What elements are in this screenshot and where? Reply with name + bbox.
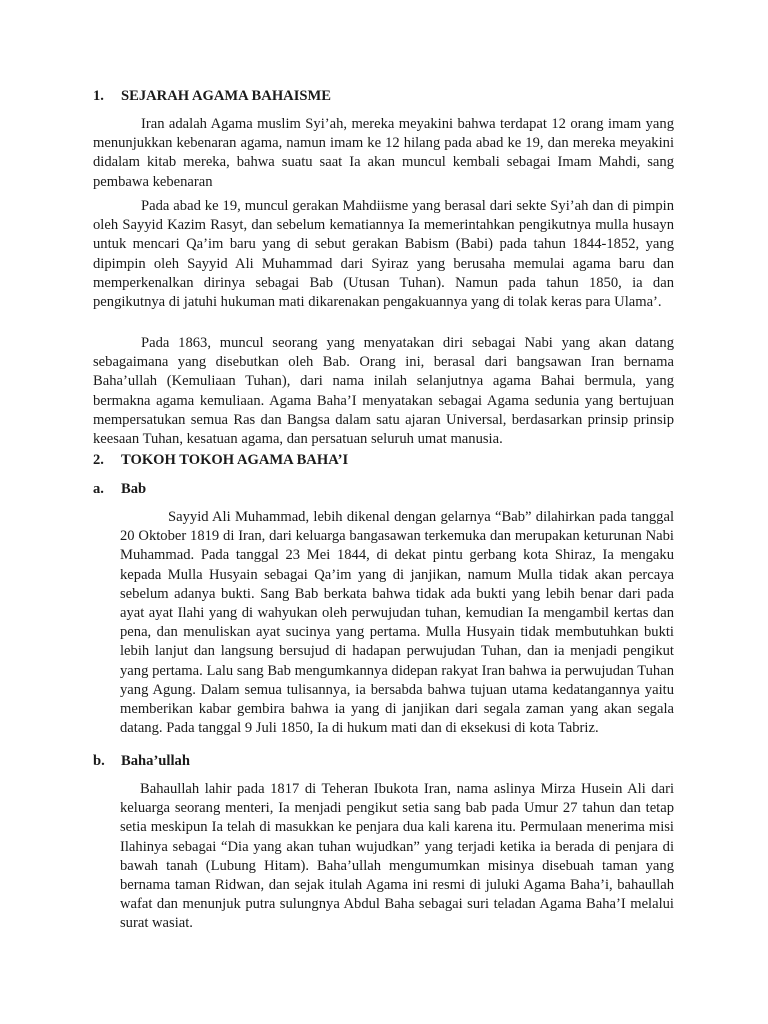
section-1-heading	[93, 88, 331, 105]
subsection-b-heading	[93, 753, 190, 770]
section-title: TOKOH TOKOH AGAMA BAHA’I	[121, 452, 349, 468]
paragraph: Pada 1863, muncul seorang yang menyatakan diri sebagai Nabi yang akan datang sebagaimana yang disebutkan oleh Bab. Orang ini, berasal dari bangsawan Iran bernama Baha’ullah (Kemuliaan Tuhan), dari nama inilah selanjutnya agama Bahai bermula, yang bermakna agama kemuliaan. Agama Baha’I menyatakan sebagai Agama sedunia yang bertujuan mempersatukan semua Ras dan Bangsa dalam satu ajaran Universal, berdasarkan prinsip prinsip keesaan Tuhan, kesatuan agama, dan persatuan seluruh umat manusia.	[93, 335, 674, 448]
section-number: 2.	[93, 452, 104, 468]
section-title: SEJARAH AGAMA BAHAISME	[121, 88, 332, 104]
subsection-title: Baha’ullah	[121, 753, 190, 769]
subsection-number: b.	[93, 753, 105, 769]
paragraph: Pada abad ke 19, muncul gerakan Mahdiisme yang berasal dari sekte Syi’ah dan di pimpin oleh Sayyid Kazim Rasyt, dan sebelum kematiannya Ia memerintahkan pengikutnya mulla husayn untuk mencari Qa’im baru yang di sebut gerakan Babism (Babi) pada tahun 1844-1852, yang dipimpin oleh Sayyid Ali Muhammad dari Syiraz yang berusaha memulai agama baru dan memperkenalkan dirinya sebagai Bab (Utusan Tuhan). Namun pada tahun 1850, ia dan pengikutnya di jatuhi hukuman mati dikarenakan pengakuannya yang di tolak keras para Ulama’.	[93, 198, 674, 311]
section-number: 1.	[93, 88, 104, 104]
subsection-a-heading	[93, 481, 146, 498]
paragraph: Bahaullah lahir pada 1817 di Teheran Ibukota Iran, nama aslinya Mirza Husein Ali dari keluarga seorang menteri, Ia menjadi pengikut setia sang bab pada Umur 27 tahun dan tetap setia meskipun Ia telah di masukkan ke penjara dua kali karena itu. Permulaan menerima misi Ilahinya sebagai “Dia yang akan tuhan wujudkan” yang terjadi ketika ia berada di penjara di bawah tanah (Lubung Hitam). Baha’ullah mengumumkan misinya disebuah taman yang bernama taman Ridwan, dan sejak itulah Agama ini resmi di juluki Agama Baha’i, bahaullah wafat dan menunjuk putra sulungnya Abdul Baha sebagai suri teladan Agama Baha’I melalui surat wasiat.	[120, 781, 674, 932]
subsection-title: Bab	[121, 481, 147, 497]
paragraph: Iran adalah Agama muslim Syi’ah, mereka meyakini bahwa terdapat 12 orang imam yang menunjukkan kebenaran agama, namun imam ke 12 hilang pada abad ke 19, dan mereka meyakini didalam kitab mereka, bahwa suatu saat Ia akan muncul kembali sebagai Imam Mahdi, sang pembawa kebenaran	[93, 116, 674, 190]
paragraph: Sayyid Ali Muhammad, lebih dikenal dengan gelarnya “Bab” dilahirkan pada tanggal 20 Oktober 1819 di Iran, dari keluarga bangasawan terkemuka dan merupakan keturunan Nabi Muhammad. Pada tanggal 23 Mei 1844, di dekat pintu gerbang kota Shiraz, Ia mengaku kepada Mulla Husyain sebagai Qa’im yang di janjikan, namum Mulla tidak akan percaya sebelum adanya bukti. Sang Bab berkata bahwa tidak ada bukti yang lebih benar dari pada ayat ayat Ilahi yang di wahyukan oleh perwujudan tuhan, kemudian Ia mengambil kertas dan pena, dan menuliskan ayat sucinya yang pertama. Mulla Husyain tidak membutuhkan bukti lebih lanjut dan langsung bersujud di hadapan perwujudan Tuhan, dan ia menjadi pengikut yang pertama. Lalu sang Bab mengumkannya didepan rakyat Iran bahwa ia perwujudan Tuhan yang Agung. Dalam semua tulisannya, ia bersabda bahwa tujuan utama kedatangannya yaitu memberikan kabar gembira bahwa ia yang di janjikan dari segala zaman yang akan segala datang. Pada tanggal 9 Juli 1850, Ia di hukum mati dan di eksekusi di kota Tabriz.	[120, 509, 674, 737]
subsection-number: a.	[93, 481, 104, 497]
section-2-heading	[93, 452, 348, 469]
